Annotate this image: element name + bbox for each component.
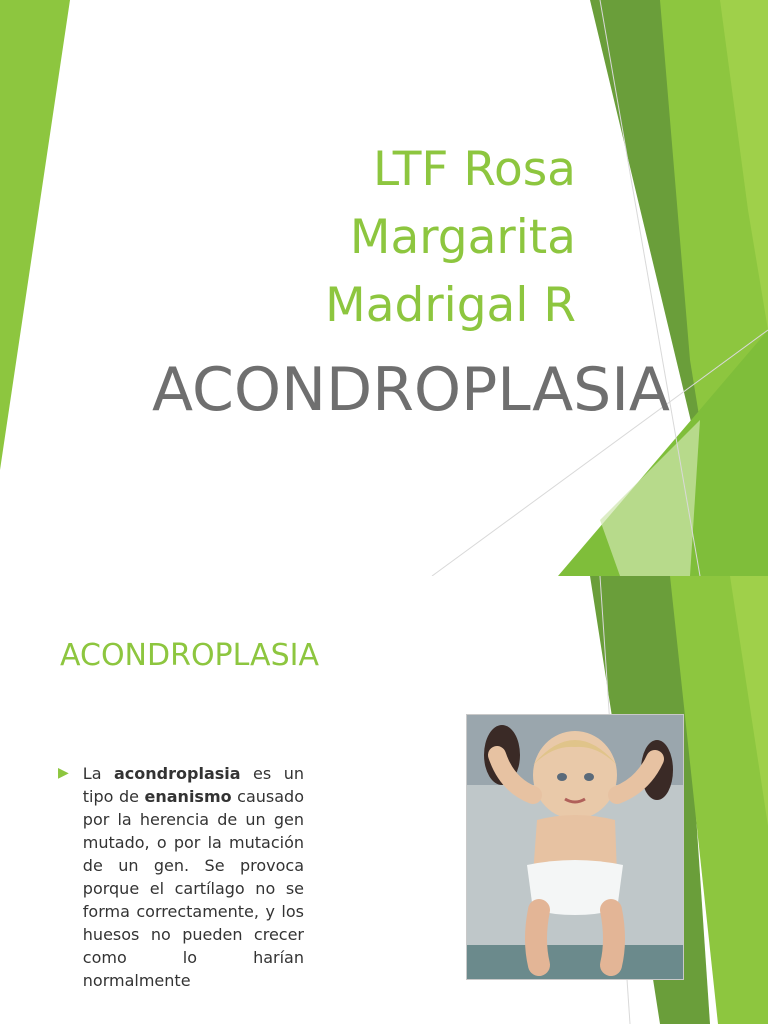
baby-photo	[466, 714, 684, 980]
left-green-shape	[0, 0, 70, 470]
bold-term: enanismo	[144, 787, 232, 806]
bullet-item	[58, 762, 304, 992]
text-run: es un tipo de	[82, 764, 304, 806]
presenter-name	[156, 136, 576, 340]
content-heading: ACONDROPLASIA	[60, 638, 319, 673]
text-run: causado por la herencia de un gen mutado, o por la mutación de un gen. Se provoca porque el cartílago no se forma correctamente, y los huesos no pueden crecer como lo harían normalmente	[82, 787, 304, 990]
bold-term: acondroplasia	[114, 764, 241, 783]
presenter-line: Margarita	[349, 210, 576, 265]
presenter-line: LTF Rosa	[373, 142, 576, 197]
bottom-light-triangle	[600, 420, 700, 576]
slide-title: ACONDROPLASIA	[152, 355, 670, 425]
presenter-line: Madrigal R	[325, 278, 576, 333]
text-run: La	[82, 764, 114, 783]
triangle-bullet-icon: ▶	[58, 765, 69, 781]
bullet-text	[83, 762, 304, 992]
